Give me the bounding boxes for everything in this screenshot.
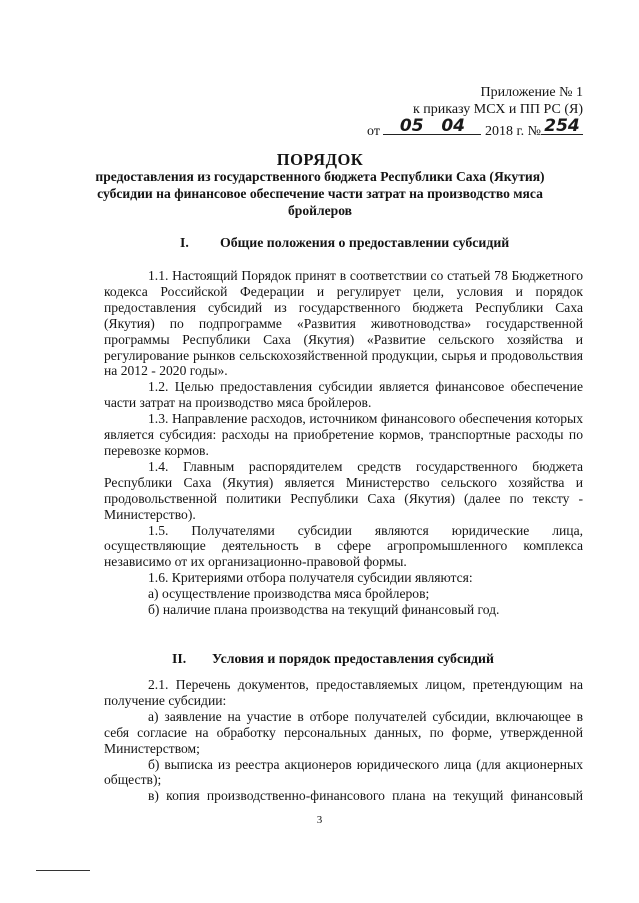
paragraph-2-1-b: б) выписка из реестра акционеров юридического лица (для акционерных обществ); <box>104 756 583 788</box>
section-heading-2 <box>172 650 639 667</box>
page-number: 3 <box>316 814 323 826</box>
section-1-body <box>104 268 583 618</box>
annex-header <box>367 84 583 140</box>
section-number-2: II. <box>172 651 187 666</box>
section-title-1: Общие положения о предоставлении субсидий <box>220 235 510 250</box>
number-blank <box>541 118 583 135</box>
paragraph-1-5: 1.5. Получателями субсидии являются юридические лица, осуществляющие деятельность в сфере агропромышленного комплекса независимо от их организационно-правовой формы. <box>104 522 583 570</box>
document-title: ПОРЯДОК <box>276 150 364 169</box>
section-2-body <box>104 677 583 804</box>
annex-year: 2018 г. № <box>484 124 541 139</box>
annex-title: Приложение № 1 <box>480 85 583 100</box>
handwritten-number: 254 <box>544 116 580 136</box>
paragraph-2-1-a: а) заявление на участие в отборе получателей субсидии, включающее в себя согласие на обработку персональных данных, по форме, утвержденной Министерством; <box>104 708 583 756</box>
date-blank <box>383 118 481 135</box>
section-heading-1 <box>180 234 639 251</box>
paragraph-1-2: 1.2. Целью предоставления субсидии является финансовое обеспечение части затрат на производство мяса бройлеров. <box>104 379 583 411</box>
document-subtitle: предоставления из государственного бюджета Республики Саха (Якутия) субсидии на финансовое обеспечение части затрат на производство мяса бройлеров <box>95 169 545 218</box>
paragraph-1-6-a: а) осуществление производства мяса бройлеров; <box>148 586 430 602</box>
paragraph-2-1-c: в) копия производственно-финансового плана на текущий финансовый <box>148 788 583 804</box>
paragraph-2-1: 2.1. Перечень документов, предоставляемых лицом, претендующим на получение субсидии: <box>104 677 583 708</box>
annex-from-label: от <box>367 124 380 139</box>
footnote-separator <box>36 870 90 871</box>
handwritten-month: 04 <box>441 116 466 136</box>
paragraph-1-6-b: б) наличие плана производства на текущий финансовый год. <box>148 602 500 618</box>
handwritten-date <box>383 118 481 135</box>
annex-order-ref: к приказу МСХ и ПП РС (Я) <box>412 102 583 117</box>
paragraph-1-4: 1.4. Главным распорядителем средств государственного бюджета Республики Саха (Якутия) является Министерство сельского хозяйства и продовольственной политики Республики Саха (Якутия) (далее по тексту - Министерство). <box>104 458 583 522</box>
annex-date-line <box>367 118 583 140</box>
section-title-2: Условия и порядок предоставления субсидий <box>212 651 494 666</box>
section-number-1: I. <box>180 235 189 250</box>
handwritten-day: 05 <box>399 116 424 136</box>
paragraph-1-1: 1.1. Настоящий Порядок принят в соответствии со статьей 78 Бюджетного кодекса Российской Федерации и регулирует цели, условия и порядок предоставления субсидий из государственного бюджета Республики Саха (Якутия) по подпрограмме «Развития животноводства» государственной программы Республики Саха (Якутия) «Развитие сельского хозяйства и регулирование рынков сельскохозяйственной продукции, сырья и продовольствия на 2012 - 2020 годы». <box>104 268 583 379</box>
paragraph-1-3: 1.3. Направление расходов, источником финансового обеспечения которых является субсидия: расходы на приобретение кормов, транспортные расходы по перевозке кормов. <box>104 411 583 458</box>
paragraph-1-6: 1.6. Критериями отбора получателя субсидии являются: <box>148 570 473 586</box>
